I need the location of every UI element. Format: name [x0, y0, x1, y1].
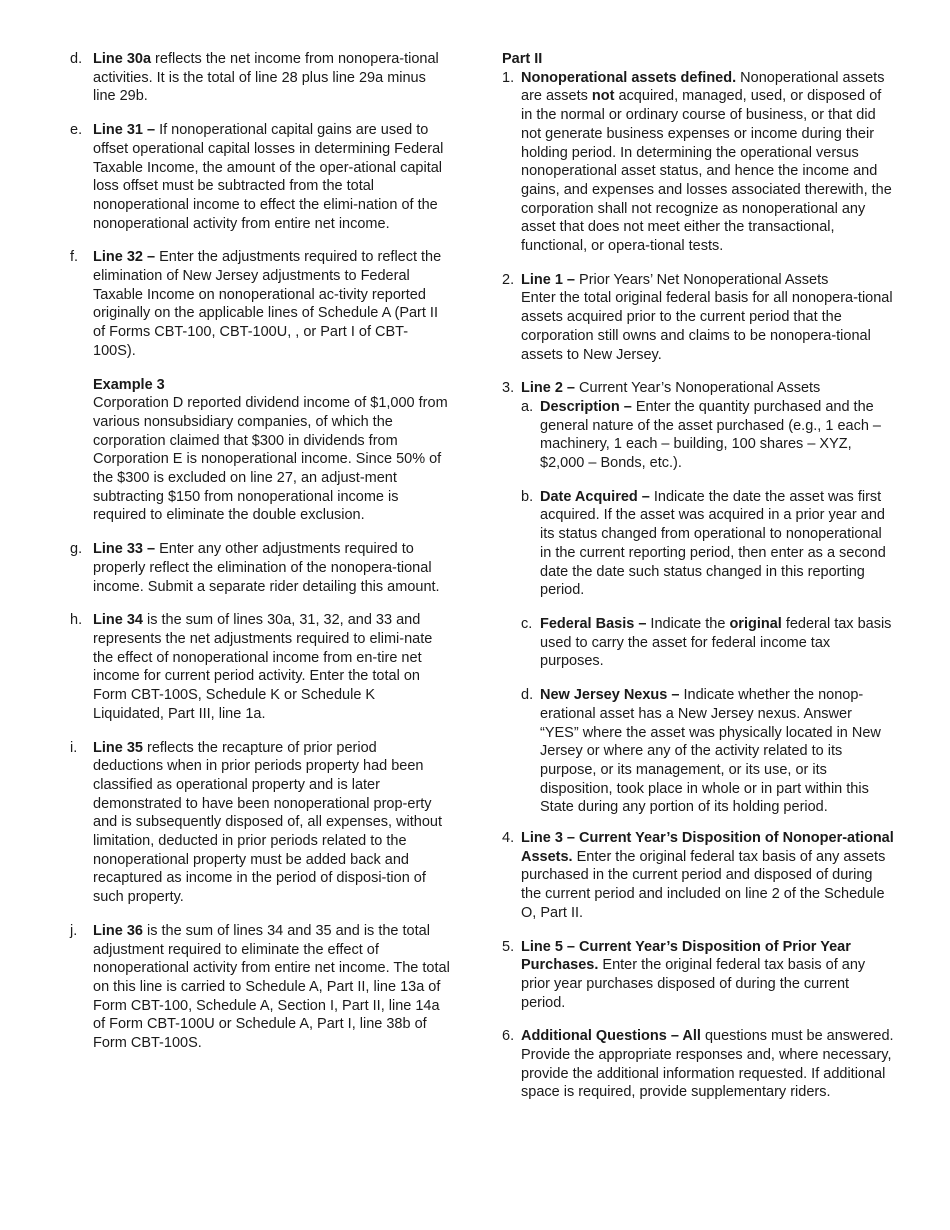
sub-heading: New Jersey Nexus –	[540, 687, 680, 704]
item-6	[502, 1027, 894, 1102]
sub-heading: Federal Basis –	[540, 615, 647, 632]
item-j	[70, 922, 450, 1053]
item-label: i.	[70, 739, 78, 756]
item-text: is the sum of lines 34 and 35 and is the total adjustment required to eliminate the effect of nonoperational activity from entire net income. The total on this line is carried to Schedule A, Part II, line 13a of Form CBT-100, Schedule A, Section I, Part II, line 14a of Form CBT-100U or Schedule A, Part I, line 38b of Form CBT-100S.	[93, 922, 450, 1052]
sub-text-cont: federal tax basis used to carry the asset for federal income tax purposes.	[540, 615, 892, 670]
item-label: 2.	[502, 271, 515, 288]
item-d	[70, 50, 450, 106]
item-3	[502, 379, 894, 817]
item-heading: Line 5 – Current Year’s Disposition of Prior Year Purchases.	[521, 938, 851, 974]
item-subtitle: Current Year’s Nonoperational Assets	[575, 380, 821, 397]
item-label: g.	[70, 541, 83, 558]
item-emphasis: not	[591, 88, 615, 105]
sub-body	[540, 615, 894, 671]
example-title-text: Example 3	[93, 376, 165, 393]
item-5	[502, 938, 894, 1013]
example-title	[93, 376, 450, 395]
item-heading: Additional Questions – All	[521, 1028, 701, 1045]
item-body	[521, 938, 894, 1013]
item-text: If nonoperational capital gains are used to offset operational capital losses in determining Federal Taxable Income, the amount of the oper-ational capital loss offset must be subtracted from the total nonoperational income to effect the elimi-nation of the nonoperational activity from entire net income.	[93, 122, 444, 232]
item-body	[93, 121, 450, 233]
item-e	[70, 121, 450, 233]
item-text: Nonoperational assets are assets	[521, 69, 885, 105]
part-title: Part II	[502, 51, 543, 67]
sub-text: Indicate the	[646, 615, 730, 632]
item-body	[521, 1027, 894, 1102]
sub-text: Indicate the date the asset was first acquired. If the asset was acquired in a prior year and its status changed from operational to nonoperational in the current reporting period, then enter as a second date the date such status changed in this reporting period.	[540, 488, 886, 599]
item-label: d.	[70, 51, 83, 67]
sub-items	[521, 398, 894, 817]
sub-label: b.	[521, 488, 534, 505]
item-4	[502, 829, 894, 923]
item-heading: Line 2 –	[521, 380, 575, 397]
item-text: is the sum of lines 30a, 31, 32, and 33 and represents the net adjustments required to elimi-nate the effect of nonoperational income from en-tire net income for current period activity. Enter the total on Form CBT-100S, Schedule K or Schedule K Liquidated, Part III, line 1a.	[93, 612, 433, 722]
item-g	[70, 540, 450, 596]
item-heading: Line 1 –	[521, 271, 575, 288]
item-body	[93, 611, 450, 723]
sub-body	[540, 488, 894, 600]
item-label: 4.	[502, 830, 515, 847]
item-label: 6.	[502, 1028, 515, 1045]
item-heading: Line 32 –	[93, 249, 156, 266]
sub-label: d.	[521, 687, 534, 704]
item-i	[70, 739, 450, 907]
item-heading: Line 36	[93, 922, 143, 939]
item-text: questions must be answered. Provide the appropriate responses and, where necessary, provide the additional information requested. If additional space is required, provide supplementary riders.	[521, 1028, 894, 1101]
item-subtitle: Prior Years’ Net Nonoperational Assets	[575, 271, 829, 288]
item-body	[93, 248, 450, 360]
item-text: reflects the net income from nonopera-tional activities. It is the total of line 28 plus line 29a minus line 29b.	[93, 51, 439, 105]
item-f	[70, 248, 450, 360]
item-label: f.	[70, 249, 79, 266]
item-text: reflects the recapture of prior period deductions when in prior periods property had been classified as operational property and is later demonstrated to have been nonoperational prop-erty and is subsequently disposed of, all expenses, without limitation, deducted in prior periods related to the nonoperational property must be added back and recaptured as income in the period of disposi-tion of such property.	[93, 739, 443, 906]
sub-label: a.	[521, 398, 534, 415]
left-column	[70, 50, 450, 1068]
sub-item-a	[521, 398, 894, 473]
item-heading-line	[521, 379, 894, 398]
sub-text: Enter the quantity purchased and the general nature of the asset purchased (e.g., 1 each – machinery, 1 each – building, 100 shares – XYZ, $2,000 – Bonds, etc.).	[540, 398, 881, 472]
sub-heading: Date Acquired –	[540, 488, 650, 505]
item-body	[521, 271, 894, 365]
item-text: Enter any other adjustments required to properly reflect the elimination of the nonopera-tional income. Submit a separate rider detailing this amount.	[93, 541, 440, 595]
item-body	[521, 379, 894, 817]
item-text: Enter the adjustments required to reflect the elimination of New Jersey adjustments to Federal Taxable Income on nonoperational ac-tivity reported originally on the applicable lines of Schedule A (Part II of Forms CBT-100, CBT-100U, , or Part I of CBT-100S).	[93, 249, 442, 359]
item-text-cont: acquired, managed, used, or disposed of in the normal or ordinary course of business, or that did not generate business expenses or income during their holding period. In determining the operational versus nonoperational asset status, and hence the income and gains, and expenses and losses associated therewith, the corporation shall not recognize as nonoperational any asset that does not meet either the transactional, functional, or opera-tional tests.	[521, 88, 892, 255]
item-body	[93, 739, 450, 907]
item-heading: Line 30a	[93, 51, 152, 67]
sub-body	[540, 398, 894, 473]
item-body	[521, 69, 894, 256]
item-heading: Line 31 –	[93, 122, 156, 139]
item-heading-line	[521, 271, 894, 290]
item-label: j.	[70, 922, 78, 939]
item-heading: Line 34	[93, 612, 143, 629]
sub-heading: Description –	[540, 398, 632, 415]
item-label: h.	[70, 612, 83, 629]
sub-label: c.	[521, 615, 533, 632]
sub-text: Indicate whether the nonop-erational asset has a New Jersey nexus. Answer “YES” where the asset was physically located in New Jersey or where any of the activity related to its purpose, or its management, or its use, or its disposition, took place in whole or in part within this State during any portion of its holding period.	[540, 687, 881, 816]
item-1	[502, 69, 894, 256]
item-body	[93, 540, 450, 596]
item-label: 3.	[502, 380, 515, 397]
item-heading: Line 3 – Current Year’s Disposition of Nonoper-ational Assets.	[521, 830, 894, 865]
sub-item-b	[521, 488, 894, 600]
item-2	[502, 271, 894, 365]
right-column	[502, 50, 894, 1117]
sub-item-c	[521, 615, 894, 671]
item-label: 5.	[502, 938, 515, 955]
item-body	[93, 922, 450, 1053]
example-text: Corporation D reported dividend income of $1,000 from various nonsubsidiary companies, of which the corporation claimed that $300 in dividends from Corporation E is nonoperational income. Since 50% of the $300 is excluded on line 27, an adjust-ment subtracting $150 from nonoperational income is required to eliminate the double exclusion.	[93, 395, 448, 524]
item-text: Enter the original federal tax basis of any prior year purchases disposed of during the current period.	[521, 957, 866, 1011]
item-text: Enter the total original federal basis for all nonopera-tional assets acquired prior to the current period that the corporation still owns and claims to be nonopera-tional assets to New Jersey.	[521, 290, 893, 363]
item-label: e.	[70, 122, 83, 139]
item-heading: Line 33 –	[93, 541, 156, 558]
item-h	[70, 611, 450, 723]
item-body	[521, 829, 894, 923]
item-label: 1.	[502, 69, 515, 86]
example-3	[93, 376, 450, 526]
sub-body	[540, 686, 894, 817]
item-body	[93, 50, 450, 106]
item-heading: Nonoperational assets defined.	[521, 69, 737, 86]
sub-emphasis: original	[729, 615, 782, 632]
item-heading: Line 35	[93, 739, 143, 756]
item-text: Enter the original federal tax basis of any assets purchased in the current period and disposed of during the current period and included on line 2 of the Schedule O, Part II.	[521, 848, 886, 921]
sub-item-d	[521, 686, 894, 817]
